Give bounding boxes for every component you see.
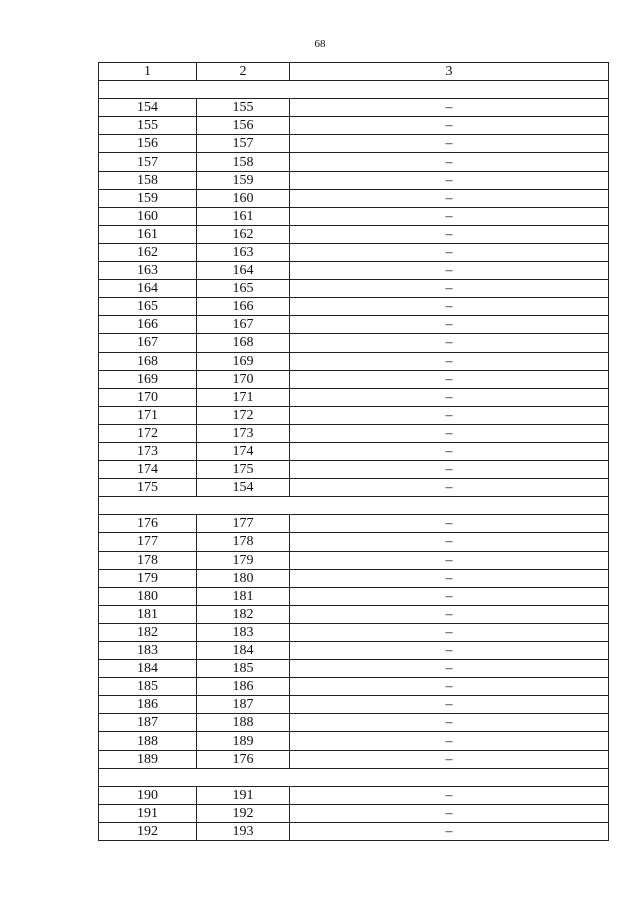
table-cell-col-3: – bbox=[290, 117, 609, 135]
table-cell-col-2: 181 bbox=[197, 587, 290, 605]
table-cell-col-1: 189 bbox=[99, 750, 197, 768]
table-cell-col-2: 191 bbox=[197, 786, 290, 804]
table-cell-col-3: – bbox=[290, 678, 609, 696]
table-cell-col-2: 174 bbox=[197, 442, 290, 460]
table-cell-col-3: – bbox=[290, 334, 609, 352]
table-row bbox=[99, 822, 609, 840]
table-cell-col-1: 181 bbox=[99, 605, 197, 623]
table-cell-col-2: 186 bbox=[197, 678, 290, 696]
table-cell-col-2: 157 bbox=[197, 135, 290, 153]
table-cell-col-2: 169 bbox=[197, 352, 290, 370]
table-row bbox=[99, 171, 609, 189]
table-cell-col-1: 165 bbox=[99, 298, 197, 316]
table-cell-col-2: 162 bbox=[197, 225, 290, 243]
table-cell-col-2: 175 bbox=[197, 461, 290, 479]
table-row bbox=[99, 804, 609, 822]
table-cell-col-2: 155 bbox=[197, 99, 290, 117]
table-cell-col-1: 190 bbox=[99, 786, 197, 804]
table-row bbox=[99, 642, 609, 660]
table-row bbox=[99, 786, 609, 804]
table-cell-col-2: 160 bbox=[197, 189, 290, 207]
group-separator-row bbox=[99, 497, 609, 515]
table-row bbox=[99, 117, 609, 135]
table-cell-col-3: – bbox=[290, 587, 609, 605]
table-row bbox=[99, 696, 609, 714]
table-cell-col-1: 169 bbox=[99, 370, 197, 388]
table-cell-col-1: 168 bbox=[99, 352, 197, 370]
table-cell-col-3: – bbox=[290, 642, 609, 660]
table-cell-col-3: – bbox=[290, 153, 609, 171]
table-cell-col-3: – bbox=[290, 316, 609, 334]
table-cell-col-3: – bbox=[290, 388, 609, 406]
table-row bbox=[99, 243, 609, 261]
table-cell-col-2: 173 bbox=[197, 424, 290, 442]
table-row bbox=[99, 352, 609, 370]
table-cell-col-3: – bbox=[290, 243, 609, 261]
table-cell-col-2: 193 bbox=[197, 822, 290, 840]
group-separator-row bbox=[99, 768, 609, 786]
table-cell-col-3: – bbox=[290, 696, 609, 714]
table-cell-col-2: 184 bbox=[197, 642, 290, 660]
table-cell-col-3: – bbox=[290, 660, 609, 678]
table-cell-col-1: 159 bbox=[99, 189, 197, 207]
table-cell-col-3: – bbox=[290, 804, 609, 822]
column-header-2: 2 bbox=[197, 63, 290, 81]
table-body bbox=[99, 81, 609, 841]
table-cell-col-2: 154 bbox=[197, 479, 290, 497]
table-row bbox=[99, 479, 609, 497]
table-cell-col-3: – bbox=[290, 461, 609, 479]
group-separator-cell bbox=[99, 81, 609, 99]
table-cell-col-3: – bbox=[290, 714, 609, 732]
table-cell-col-2: 172 bbox=[197, 406, 290, 424]
table-cell-col-1: 163 bbox=[99, 262, 197, 280]
table-cell-col-2: 161 bbox=[197, 207, 290, 225]
table-cell-col-3: – bbox=[290, 171, 609, 189]
table-cell-col-2: 165 bbox=[197, 280, 290, 298]
table-cell-col-2: 187 bbox=[197, 696, 290, 714]
table-row bbox=[99, 207, 609, 225]
table-row bbox=[99, 605, 609, 623]
table-row bbox=[99, 714, 609, 732]
table-cell-col-1: 192 bbox=[99, 822, 197, 840]
table-row bbox=[99, 424, 609, 442]
table-cell-col-1: 185 bbox=[99, 678, 197, 696]
table-row bbox=[99, 316, 609, 334]
column-header-1: 1 bbox=[99, 63, 197, 81]
table-cell-col-3: – bbox=[290, 262, 609, 280]
table-cell-col-1: 172 bbox=[99, 424, 197, 442]
table-cell-col-2: 179 bbox=[197, 551, 290, 569]
table-row bbox=[99, 551, 609, 569]
table-cell-col-2: 176 bbox=[197, 750, 290, 768]
table-cell-col-2: 159 bbox=[197, 171, 290, 189]
data-table bbox=[98, 62, 609, 841]
table-row bbox=[99, 660, 609, 678]
table-row bbox=[99, 280, 609, 298]
table-cell-col-2: 170 bbox=[197, 370, 290, 388]
table-cell-col-1: 188 bbox=[99, 732, 197, 750]
table-cell-col-1: 161 bbox=[99, 225, 197, 243]
table-header-row bbox=[99, 63, 609, 81]
table-cell-col-3: – bbox=[290, 352, 609, 370]
table-cell-col-1: 183 bbox=[99, 642, 197, 660]
table-cell-col-2: 188 bbox=[197, 714, 290, 732]
table-cell-col-1: 166 bbox=[99, 316, 197, 334]
group-separator-cell bbox=[99, 768, 609, 786]
table-cell-col-1: 174 bbox=[99, 461, 197, 479]
table-cell-col-2: 189 bbox=[197, 732, 290, 750]
table-cell-col-1: 175 bbox=[99, 479, 197, 497]
table-cell-col-2: 166 bbox=[197, 298, 290, 316]
table-cell-col-1: 179 bbox=[99, 569, 197, 587]
table-cell-col-1: 158 bbox=[99, 171, 197, 189]
table-cell-col-2: 180 bbox=[197, 569, 290, 587]
table-cell-col-1: 167 bbox=[99, 334, 197, 352]
table-row bbox=[99, 732, 609, 750]
table-row bbox=[99, 406, 609, 424]
table-cell-col-3: – bbox=[290, 605, 609, 623]
table-row bbox=[99, 623, 609, 641]
table-cell-col-1: 155 bbox=[99, 117, 197, 135]
table-row bbox=[99, 262, 609, 280]
table-cell-col-1: 178 bbox=[99, 551, 197, 569]
table-cell-col-1: 171 bbox=[99, 406, 197, 424]
table-cell-col-3: – bbox=[290, 822, 609, 840]
table-cell-col-1: 186 bbox=[99, 696, 197, 714]
table-cell-col-2: 178 bbox=[197, 533, 290, 551]
table-cell-col-2: 167 bbox=[197, 316, 290, 334]
table-row bbox=[99, 334, 609, 352]
table-cell-col-2: 156 bbox=[197, 117, 290, 135]
table-row bbox=[99, 189, 609, 207]
table-cell-col-3: – bbox=[290, 786, 609, 804]
table-row bbox=[99, 442, 609, 460]
table-row bbox=[99, 587, 609, 605]
table-row bbox=[99, 135, 609, 153]
table-row bbox=[99, 370, 609, 388]
table-cell-col-3: – bbox=[290, 442, 609, 460]
table-cell-col-1: 173 bbox=[99, 442, 197, 460]
table-cell-col-3: – bbox=[290, 406, 609, 424]
table-row bbox=[99, 225, 609, 243]
table-cell-col-3: – bbox=[290, 225, 609, 243]
table-cell-col-2: 164 bbox=[197, 262, 290, 280]
group-separator-row bbox=[99, 81, 609, 99]
table-cell-col-3: – bbox=[290, 424, 609, 442]
table-row bbox=[99, 750, 609, 768]
table-cell-col-1: 187 bbox=[99, 714, 197, 732]
column-header-3: 3 bbox=[290, 63, 609, 81]
table-cell-col-3: – bbox=[290, 515, 609, 533]
table-cell-col-1: 157 bbox=[99, 153, 197, 171]
table-cell-col-2: 182 bbox=[197, 605, 290, 623]
table-cell-col-1: 164 bbox=[99, 280, 197, 298]
table-cell-col-3: – bbox=[290, 750, 609, 768]
table-cell-col-1: 170 bbox=[99, 388, 197, 406]
table-cell-col-3: – bbox=[290, 135, 609, 153]
table-cell-col-1: 176 bbox=[99, 515, 197, 533]
table-cell-col-2: 185 bbox=[197, 660, 290, 678]
table-cell-col-1: 191 bbox=[99, 804, 197, 822]
table-cell-col-1: 156 bbox=[99, 135, 197, 153]
table-cell-col-2: 177 bbox=[197, 515, 290, 533]
table-row bbox=[99, 153, 609, 171]
table-cell-col-2: 163 bbox=[197, 243, 290, 261]
table-cell-col-2: 192 bbox=[197, 804, 290, 822]
table-cell-col-3: – bbox=[290, 533, 609, 551]
table-cell-col-3: – bbox=[290, 569, 609, 587]
table-cell-col-2: 168 bbox=[197, 334, 290, 352]
table-cell-col-1: 162 bbox=[99, 243, 197, 261]
table-cell-col-1: 180 bbox=[99, 587, 197, 605]
table-cell-col-3: – bbox=[290, 732, 609, 750]
table-row bbox=[99, 461, 609, 479]
table-cell-col-2: 171 bbox=[197, 388, 290, 406]
page-number: 68 bbox=[314, 38, 326, 50]
table-cell-col-1: 182 bbox=[99, 623, 197, 641]
table-cell-col-3: – bbox=[290, 623, 609, 641]
table-cell-col-3: – bbox=[290, 99, 609, 117]
table-cell-col-3: – bbox=[290, 479, 609, 497]
group-separator-cell bbox=[99, 497, 609, 515]
table-cell-col-1: 177 bbox=[99, 533, 197, 551]
table-cell-col-2: 158 bbox=[197, 153, 290, 171]
table-cell-col-3: – bbox=[290, 298, 609, 316]
table-row bbox=[99, 388, 609, 406]
table-cell-col-3: – bbox=[290, 207, 609, 225]
table-row bbox=[99, 533, 609, 551]
table-row bbox=[99, 99, 609, 117]
table-row bbox=[99, 678, 609, 696]
table-cell-col-2: 183 bbox=[197, 623, 290, 641]
table-row bbox=[99, 569, 609, 587]
table-row bbox=[99, 298, 609, 316]
table-cell-col-1: 184 bbox=[99, 660, 197, 678]
table-cell-col-1: 160 bbox=[99, 207, 197, 225]
table-cell-col-3: – bbox=[290, 189, 609, 207]
table-cell-col-3: – bbox=[290, 370, 609, 388]
table-cell-col-3: – bbox=[290, 551, 609, 569]
table-cell-col-1: 154 bbox=[99, 99, 197, 117]
table-cell-col-3: – bbox=[290, 280, 609, 298]
table-row bbox=[99, 515, 609, 533]
